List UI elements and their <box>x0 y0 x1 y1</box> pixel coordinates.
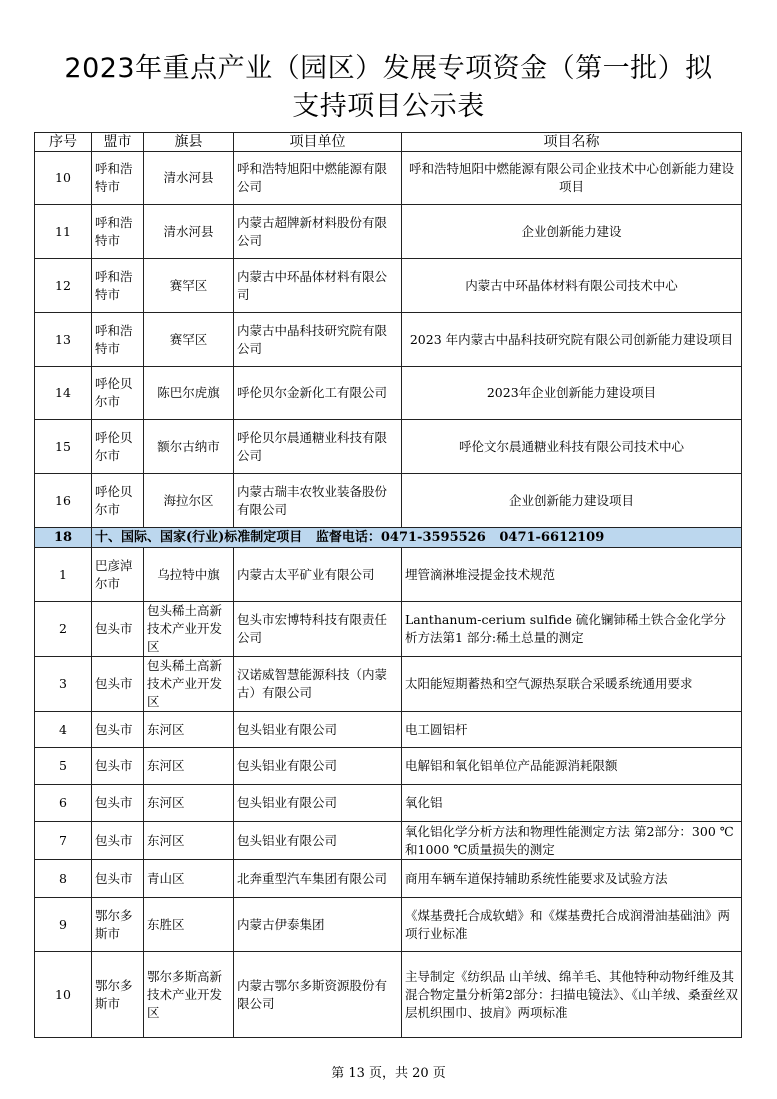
table-row <box>35 898 742 952</box>
cell-unit: 内蒙古中晶科技研究院有限公司 <box>234 313 402 367</box>
cell-banner: 清水河县 <box>144 205 234 259</box>
cell-unit: 内蒙古瑞丰农牧业装备股份有限公司 <box>234 474 402 528</box>
cell-name: 电解铝和氧化铝单位产品能源消耗限额 <box>402 748 742 785</box>
cell-league: 呼伦贝尔市 <box>92 420 144 474</box>
cell-league: 呼和浩特市 <box>92 313 144 367</box>
table-row <box>35 474 742 528</box>
header-name: 项目名称 <box>402 133 742 152</box>
title-line-1: 2023年重点产业（园区）发展专项资金（第一批）拟 <box>64 53 713 84</box>
cell-seq: 14 <box>35 367 92 420</box>
cell-banner: 包头稀土高新技术产业开发区 <box>144 657 234 712</box>
cell-league: 呼伦贝尔市 <box>92 367 144 420</box>
cell-name: 呼伦文尔晨通糖业科技有限公司技术中心 <box>402 420 742 474</box>
cell-unit: 呼伦贝尔金新化工有限公司 <box>234 367 402 420</box>
header-unit: 项目单位 <box>234 133 402 152</box>
table-row <box>35 712 742 748</box>
cell-name: 商用车辆车道保持辅助系统性能要求及试验方法 <box>402 860 742 898</box>
cell-unit: 包头铝业有限公司 <box>234 748 402 785</box>
cell-banner: 赛罕区 <box>144 313 234 367</box>
cell-name: 太阳能短期蓄热和空气源热泵联合采暖系统通用要求 <box>402 657 742 712</box>
cell-banner: 海拉尔区 <box>144 474 234 528</box>
title-line-2: 支持项目公示表 <box>292 91 485 122</box>
cell-banner: 包头稀土高新技术产业开发区 <box>144 602 234 657</box>
cell-unit: 包头铝业有限公司 <box>234 712 402 748</box>
cell-banner: 青山区 <box>144 860 234 898</box>
cell-seq: 5 <box>35 748 92 785</box>
cell-name: 企业创新能力建设 <box>402 205 742 259</box>
cell-banner: 额尔古纳市 <box>144 420 234 474</box>
table-row <box>35 748 742 785</box>
cell-name: 主导制定《纺织品 山羊绒、绵羊毛、其他特种动物纤维及其混合物定量分析第2部分：扫描电镜法》、《山羊绒、桑蚕丝双层机织围巾、披肩》两项标准 <box>402 952 742 1038</box>
table-row <box>35 602 742 657</box>
table-row <box>35 822 742 860</box>
cell-name: 氧化铝 <box>402 785 742 822</box>
cell-league: 包头市 <box>92 785 144 822</box>
cell-unit: 内蒙古伊泰集团 <box>234 898 402 952</box>
cell-league: 包头市 <box>92 748 144 785</box>
cell-unit: 汉诺威智慧能源科技（内蒙古）有限公司 <box>234 657 402 712</box>
cell-league: 呼和浩特市 <box>92 259 144 313</box>
cell-seq: 1 <box>35 548 92 602</box>
page-footer: 第 13 页，共 20 页 <box>331 1066 446 1081</box>
section-title: 十、国际、国家(行业)标准制定项目 监督电话：0471-3595526 0471-6612109 <box>92 528 742 548</box>
cell-name: 《煤基费托合成软蜡》和《煤基费托合成润滑油基础油》两项行业标准 <box>402 898 742 952</box>
cell-banner: 陈巴尔虎旗 <box>144 367 234 420</box>
project-table <box>34 132 742 1038</box>
cell-league: 包头市 <box>92 712 144 748</box>
cell-league: 包头市 <box>92 602 144 657</box>
cell-league: 包头市 <box>92 657 144 712</box>
cell-seq: 9 <box>35 898 92 952</box>
cell-league: 巴彦淖尔市 <box>92 548 144 602</box>
cell-seq: 3 <box>35 657 92 712</box>
cell-name: 氧化铝化学分析方法和物理性能测定方法 第2部分：300 ℃和1000 ℃质量损失的测定 <box>402 822 742 860</box>
cell-banner: 乌拉特中旗 <box>144 548 234 602</box>
cell-seq: 2 <box>35 602 92 657</box>
cell-league: 包头市 <box>92 860 144 898</box>
cell-unit: 内蒙古太平矿业有限公司 <box>234 548 402 602</box>
cell-seq: 4 <box>35 712 92 748</box>
cell-league: 呼和浩特市 <box>92 205 144 259</box>
cell-unit: 包头铝业有限公司 <box>234 785 402 822</box>
cell-banner: 东河区 <box>144 822 234 860</box>
cell-unit: 包头市宏博特科技有限责任公司 <box>234 602 402 657</box>
cell-seq: 10 <box>35 952 92 1038</box>
cell-seq: 6 <box>35 785 92 822</box>
cell-name: 企业创新能力建设项目 <box>402 474 742 528</box>
cell-name: 埋管滴淋堆浸提金技术规范 <box>402 548 742 602</box>
header-seq: 序号 <box>35 133 92 152</box>
cell-banner: 清水河县 <box>144 152 234 205</box>
cell-unit: 呼伦贝尔晨通糖业科技有限公司 <box>234 420 402 474</box>
cell-unit: 内蒙古超牌新材料股份有限公司 <box>234 205 402 259</box>
cell-banner: 赛罕区 <box>144 259 234 313</box>
cell-seq: 12 <box>35 259 92 313</box>
table-row <box>35 205 742 259</box>
table-row <box>35 860 742 898</box>
cell-seq: 11 <box>35 205 92 259</box>
table-row <box>35 548 742 602</box>
cell-seq: 15 <box>35 420 92 474</box>
cell-unit: 北奔重型汽车集团有限公司 <box>234 860 402 898</box>
table-row <box>35 367 742 420</box>
header-banner: 旗县 <box>144 133 234 152</box>
cell-name: 呼和浩特旭阳中燃能源有限公司企业技术中心创新能力建设项目 <box>402 152 742 205</box>
cell-league: 鄂尔多斯市 <box>92 898 144 952</box>
cell-name: 2023 年内蒙古中晶科技研究院有限公司创新能力建设项目 <box>402 313 742 367</box>
page-title <box>0 50 777 126</box>
table-header-row <box>35 133 742 152</box>
cell-unit: 内蒙古鄂尔多斯资源股份有限公司 <box>234 952 402 1038</box>
cell-name: 内蒙古中环晶体材料有限公司技术中心 <box>402 259 742 313</box>
section-seq: 18 <box>35 528 92 548</box>
table-row <box>35 259 742 313</box>
cell-league: 呼伦贝尔市 <box>92 474 144 528</box>
cell-banner: 鄂尔多斯高新技术产业开发区 <box>144 952 234 1038</box>
table-row <box>35 313 742 367</box>
cell-seq: 16 <box>35 474 92 528</box>
cell-unit: 内蒙古中环晶体材料有限公司 <box>234 259 402 313</box>
cell-unit: 呼和浩特旭阳中燃能源有限公司 <box>234 152 402 205</box>
cell-league: 鄂尔多斯市 <box>92 952 144 1038</box>
cell-seq: 10 <box>35 152 92 205</box>
table-row <box>35 952 742 1038</box>
cell-seq: 8 <box>35 860 92 898</box>
cell-banner: 东河区 <box>144 748 234 785</box>
cell-name: 电工圆铝杆 <box>402 712 742 748</box>
cell-name: 2023年企业创新能力建设项目 <box>402 367 742 420</box>
table-row <box>35 152 742 205</box>
cell-banner: 东胜区 <box>144 898 234 952</box>
table-row <box>35 420 742 474</box>
cell-seq: 13 <box>35 313 92 367</box>
header-league: 盟市 <box>92 133 144 152</box>
table-row <box>35 657 742 712</box>
cell-unit: 包头铝业有限公司 <box>234 822 402 860</box>
cell-seq: 7 <box>35 822 92 860</box>
table-row <box>35 785 742 822</box>
cell-banner: 东河区 <box>144 712 234 748</box>
section-row <box>35 528 742 548</box>
cell-banner: 东河区 <box>144 785 234 822</box>
cell-league: 呼和浩特市 <box>92 152 144 205</box>
cell-name: Lanthanum-cerium sulfide 硫化镧铈稀土铁合金化学分析方法第1 部分:稀土总量的测定 <box>402 602 742 657</box>
cell-league: 包头市 <box>92 822 144 860</box>
